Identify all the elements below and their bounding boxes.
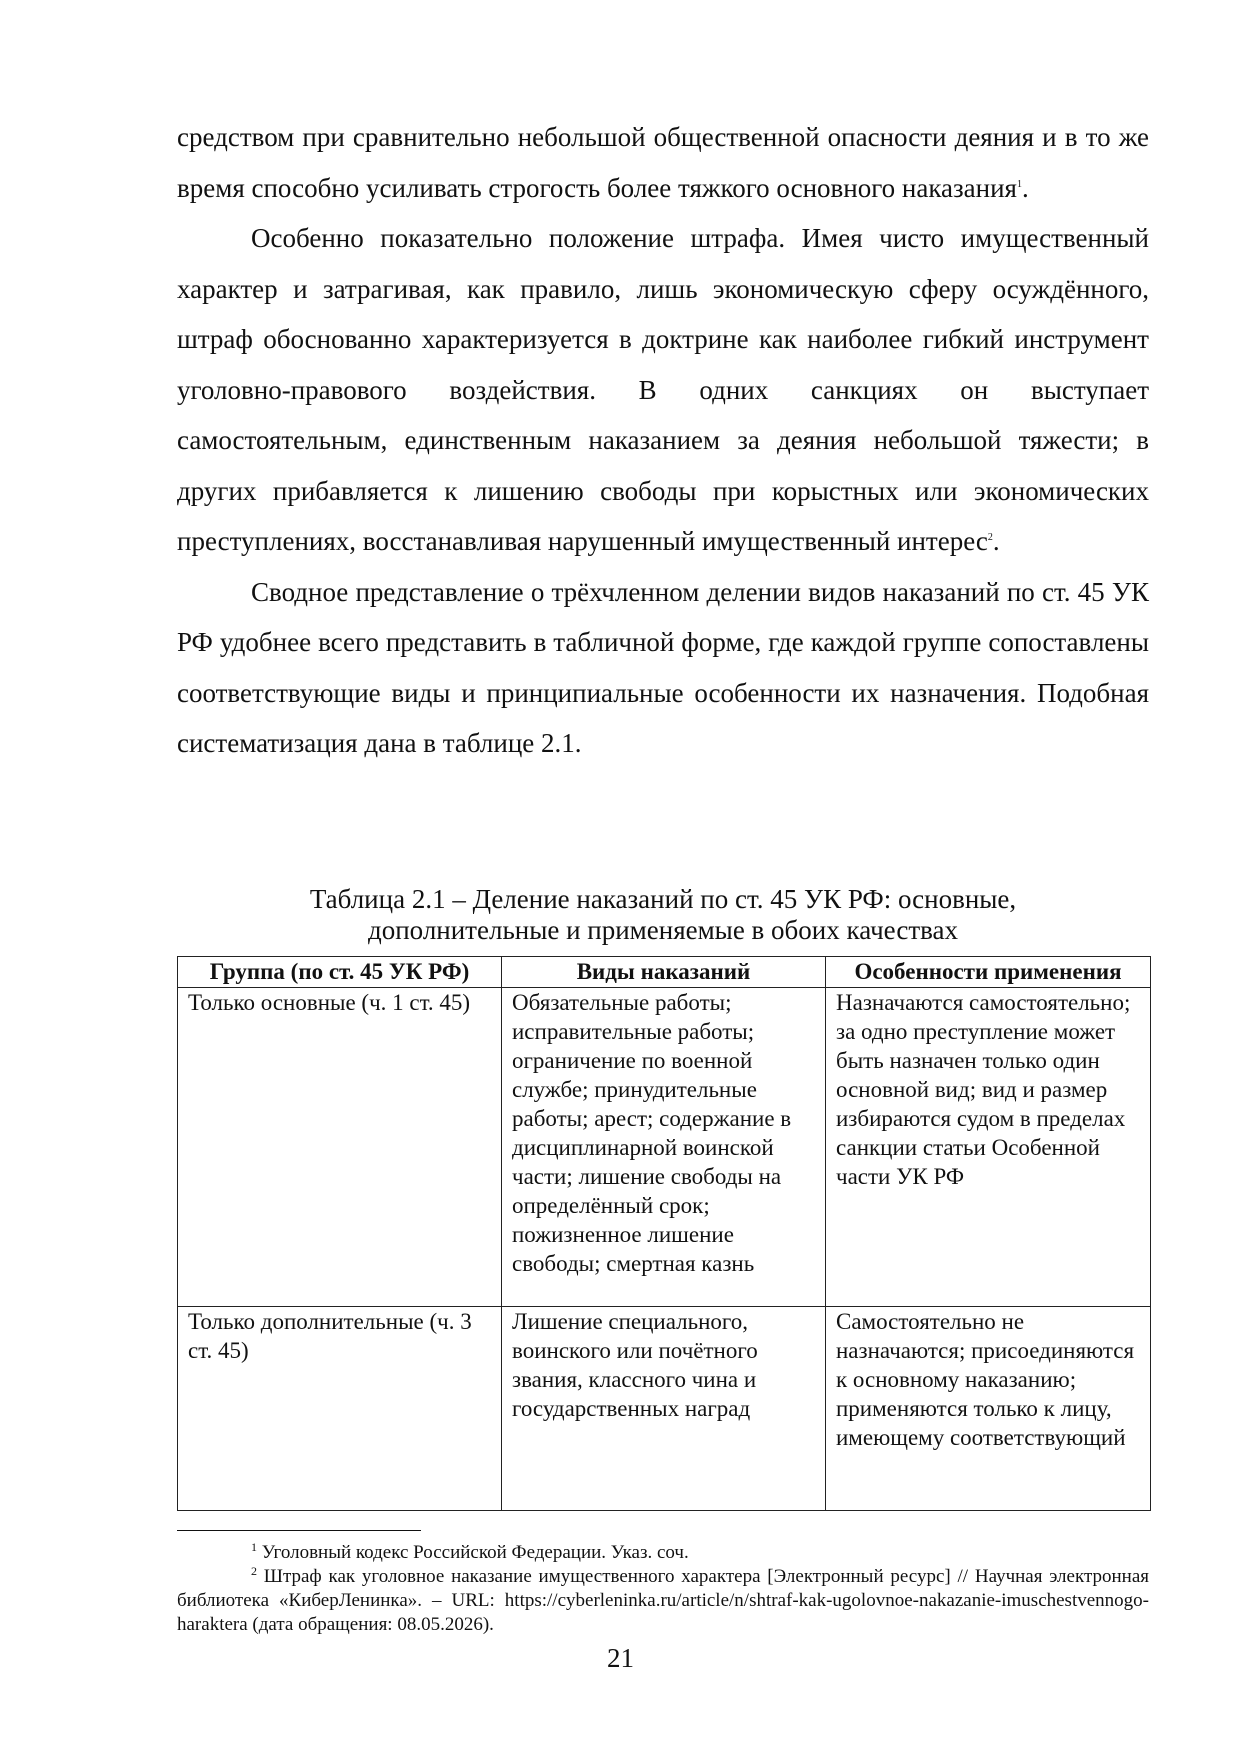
table-caption-line-2: дополнительные и применяемые в обоих качествах (367, 915, 959, 945)
paragraph-2 (177, 213, 1149, 567)
footnote-ref-1[interactable]: 1 (1016, 178, 1022, 190)
paragraph-1-text: средством при сравнительно небольшой общественной опасности деяния и в то же время способно усиливать строгость более тяжкого основного наказания (177, 122, 1149, 203)
cell-types: Лишение специального, воинского или почётного звания, классного чина и государственных наград (502, 1307, 826, 1511)
table-caption-line-1: Таблица 2.1 – Деление наказаний по ст. 45 УК РФ: основные, (309, 884, 1017, 914)
table-row (178, 1307, 1151, 1511)
footnote-2 (177, 1565, 1149, 1637)
paragraph-2-end: . (992, 526, 1000, 556)
cell-types: Обязательные работы; исправительные работы; ограничение по военной службе; принудительные работы; арест; содержание в дисциплинарной воинской части; лишение свободы на определённый срок; пожизненное лишение свободы; смертная казнь (502, 988, 826, 1307)
paragraph-1 (177, 112, 1149, 213)
footnote-1-text: Уголовный кодекс Российской Федерации. Указ. соч. (261, 1542, 689, 1563)
cell-group: Только основные (ч. 1 ст. 45) (178, 988, 502, 1307)
paragraph-2-text: Особенно показательно положение штрафа. Имея чисто имущественный характер и затрагивая, как правило, лишь экономическую сферу осуждённого, штраф обоснованно характеризуется в доктрине как наиболее гибкий инструмент уголовно-правового воздействия. В одних санкциях он выступает самостоятельным, единственным наказанием за деяния небольшой тяжести; в других прибавляется к лишению свободы при корыстных или экономических преступлениях, восстанавливая нарушенный имущественный интерес (177, 223, 1149, 556)
paragraph-1-end: . (1021, 172, 1029, 203)
page-number: 21 (607, 1643, 634, 1673)
header-group: Группа (по ст. 45 УК РФ) (178, 957, 502, 988)
table-caption (177, 884, 1149, 946)
body-text (177, 112, 1149, 769)
footnote-2-number: 2 (251, 1564, 257, 1578)
header-features: Особенности применения (826, 957, 1151, 988)
footnote-2-text: Штраф как уголовное наказание имущественного характера [Электронный ресурс] // Научная электронная библиотека «КиберЛенинка». – URL: https://cyberleninka.ru/article/n/shtraf-kak-ugolovnoe-nakazanie-imuschestvennogo-haraktera (дата обращения: 08.05.2026). (177, 1566, 1150, 1635)
punishment-table (177, 956, 1151, 1511)
footnote-ref-2[interactable]: 2 (987, 532, 993, 543)
paragraph-3 (177, 567, 1149, 769)
table-row (178, 988, 1151, 1307)
footnote-1-number: 1 (251, 1540, 257, 1554)
footnote-1 (177, 1541, 1149, 1565)
cell-features: Самостоятельно не назначаются; присоединяются к основному наказанию; применяются только к лицу, имеющему соответствующий (826, 1307, 1151, 1511)
table-header-row (178, 957, 1151, 988)
footnotes (177, 1541, 1149, 1637)
cell-group: Только дополнительные (ч. 3 ст. 45) (178, 1307, 502, 1511)
footnote-separator (177, 1530, 421, 1531)
cell-features: Назначаются самостоятельно; за одно преступление может быть назначен только один основной вид; вид и размер избираются судом в пределах санкции статьи Особенной части УК РФ (826, 988, 1151, 1307)
paragraph-3-text: Сводное представление о трёхчленном делении видов наказаний по ст. 45 УК РФ удобнее всего представить в табличной форме, где каждой группе сопоставлены соответствующие виды и принципиальные особенности их назначения. Подобная систематизация дана в таблице 2.1. (177, 576, 1149, 758)
header-types: Виды наказаний (502, 957, 826, 988)
